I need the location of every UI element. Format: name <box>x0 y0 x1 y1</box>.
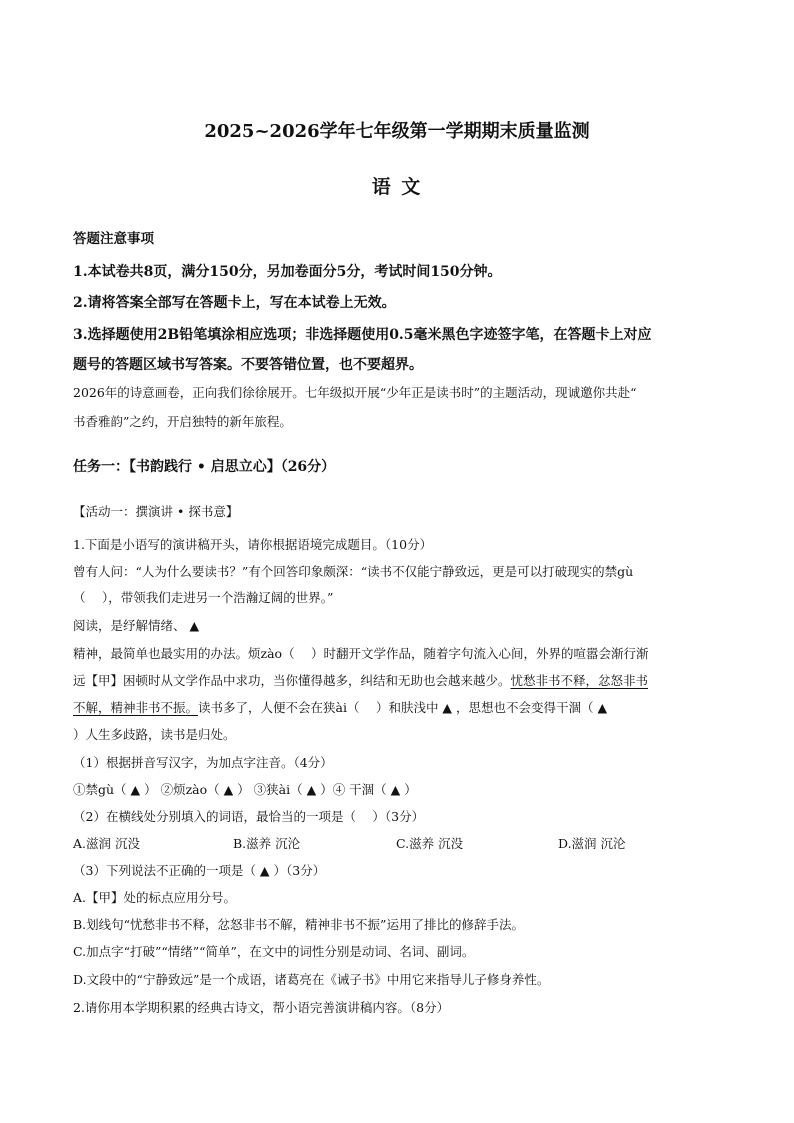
passage-line: 阅读，是纾解情绪、 ▲ <box>73 618 200 633</box>
note-item: 3.选择题使用2B铅笔填涂相应选项；非选择题使用0.5毫米黑色字迹签字笔，在答题卡上对应 <box>73 327 652 343</box>
underlined-sentence: 不解，精神非书不振。 <box>73 700 199 715</box>
subquestion2-stem: （2）在横线处分别填入的词语，最恰当的一项是（ ）（3分） <box>73 809 425 824</box>
option-b: B.滋养 沉沦 <box>233 836 301 851</box>
subquestion3-stem: （3）下列说法不正确的一项是（ ▲ ）（3分） <box>73 863 326 878</box>
subquestion1-answers: ①禁gù（ ▲ ） ②烦zào（ ▲ ） ③狭ài（ ▲ ）④ 干涸（ ▲ ） <box>73 782 417 797</box>
note-item: 题号的答题区域书写答案。不要答错位置，也不要超界。 <box>73 357 423 373</box>
passage-line: 精神，最简单也最实用的办法。烦zào（ ）时翻开文学作品，随着字句流入心间，外界的喧嚣会渐行渐 <box>73 646 649 661</box>
passage-line: （ ），带领我们走进另一个浩瀚辽阔的世界。” <box>73 590 334 605</box>
underlined-sentence: 忧愁非书不释，忿怒非书 <box>510 673 649 688</box>
option-c: C.滋养 沉没 <box>396 836 464 851</box>
intro-line: 书香雅韵”之约，开启独特的新年旅程。 <box>73 414 292 429</box>
question2-stem: 2.请你用本学期积累的经典古诗文，帮小语完善演讲稿内容。（8分） <box>73 1000 450 1015</box>
notes-heading: 答题注意事项 <box>73 231 154 247</box>
option-d: D.滋润 沉沦 <box>558 836 626 851</box>
exam-title: 2025~2026学年七年级第一学期期末质量监测 <box>204 121 590 142</box>
subject-title: 语 文 <box>371 176 423 198</box>
subquestion3-option: D.文段中的“宁静致远”是一个成语，诸葛亮在《诫子书》中用它来指导儿子修身养性。 <box>73 972 550 987</box>
subquestion3-option: C.加点字“打破”“情绪”“简单”，在文中的词性分别是动词、名词、副词。 <box>73 944 475 959</box>
passage-line <box>73 671 648 691</box>
activity1-heading: 【活动一：撰演讲 • 探书意】 <box>73 504 239 519</box>
task1-heading: 任务一：【书韵践行 • 启思立心】（26分） <box>73 459 336 475</box>
question1-stem: 1.下面是小语写的演讲稿开头，请你根据语境完成题目。（10分） <box>73 537 433 552</box>
note-item: 2.请将答案全部写在答题卡上，写在本试卷上无效。 <box>73 295 396 311</box>
intro-line: 2026年的诗意画卷，正向我们徐徐展开。七年级拟开展“少年正是读书时”的主题活动，现诚邀你共赴“ <box>73 385 637 400</box>
passage-text: 读书多了，人便不会在狭ài（ ）和肤浅中 ▲ ，思想也不会变得干涸（ ▲ <box>198 700 608 715</box>
note-item: 1.本试卷共8页，满分150分，另加卷面分5分，考试时间150分钟。 <box>73 264 502 280</box>
subquestion3-option: B.划线句“忧愁非书不释，忿怒非书不解，精神非书不振”运用了排比的修辞手法。 <box>73 917 524 932</box>
passage-text: 远【甲】困顿时从文学作品中求功，当你懂得越多，纠结和无助也会越来越少。 <box>73 673 511 688</box>
option-a: A.滋润 沉没 <box>73 836 140 851</box>
passage-line <box>73 698 607 718</box>
subquestion1-stem: （1）根据拼音写汉字，为加点字注音。（4分） <box>73 755 333 770</box>
passage-line: 曾有人问：“人为什么要读书？”有个回答印象颇深：“读书不仅能宁静致远，更是可以打破现实的禁gù <box>73 564 634 579</box>
subquestion2-options <box>73 834 733 854</box>
passage-line: ）人生多歧路，读书是归处。 <box>73 727 236 742</box>
subquestion3-option: A.【甲】处的标点应用分号。 <box>73 890 237 905</box>
